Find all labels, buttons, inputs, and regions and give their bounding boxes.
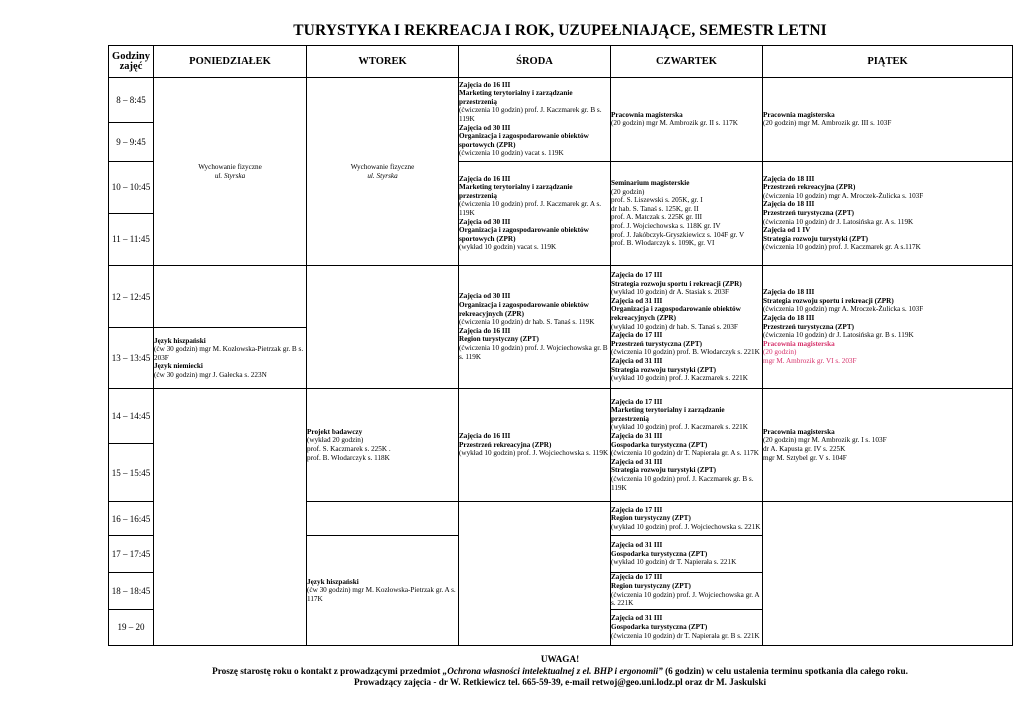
header-thursday: CZWARTEK bbox=[611, 46, 763, 78]
thu-block-f: Zajęcia od 31 III Gospodarka turystyczna (ZPT) (wykład 10 godzin) dr T. Napierała s. 221K bbox=[611, 536, 763, 572]
wed-block-d: Zajęcia do 16 III Przestrzeń rekreacyjna (ZPR) (wykład 10 godzin) prof. J. Wojciechowska s. 119K bbox=[459, 388, 611, 502]
wed-block-a: Zajęcia do 16 III Marketing terytorialny i zarządzanie przestrzenią (ćwiczenia 10 godzin) prof. J. Kaczmarek gr. B s. 119K Zajęcia od 30 III Organizacja i zagospodarowanie obiektów sportowych (ZPR) (ćwiczenia 10 godzin) vacat s. 119K bbox=[459, 78, 611, 161]
header-hours: Godziny zajęć bbox=[109, 46, 154, 78]
header-wednesday: ŚRODA bbox=[459, 46, 611, 78]
time-label: 12 – 12:45 bbox=[109, 266, 154, 328]
time-label: 10 – 10:45 bbox=[109, 161, 154, 213]
thu-block-b: Seminarium magisterskie (20 godzin) prof. S. Liszewski s. 205K, gr. I dr hab. S. Tanaś s. 125K, gr. II prof. A. Matczak s. 225K gr. III prof. J. Wojciechowska s. 118K gr. IV prof. J. Jakóbczyk-Gryszkiewicz s. 104F gr. V prof. B. Włodarczyk s. 109K, gr. VI bbox=[611, 161, 763, 266]
fri-block-d: Pracownia magisterska (20 godzin) mgr M. Ambrozik gr. I s. 103F dr A. Kapusta gr. IV s. 225K mgr M. Sztybel gr. V s. 104F bbox=[763, 388, 1013, 502]
thu-block-e: Zajęcia do 17 III Region turystyczny (ZPT) (wykład 10 godzin) prof. J. Wojciechowska s. 221K bbox=[611, 502, 763, 536]
tue-pe: Wychowanie fizyczne ul. Styrska bbox=[307, 78, 459, 266]
tue-language: Język hiszpański (ćw 30 godzin) mgr M. Kozłowska-Pietrzak gr. A s. 117K bbox=[307, 536, 459, 646]
mon-languages: Język hiszpański (ćw 30 godzin) mgr M. Kozłowska-Pietrzak gr. B s. 203F Język niemiecki (ćw 30 godzin) mgr J. Gałecka s. 223N bbox=[154, 328, 307, 388]
thu-block-a: Pracownia magisterska (20 godzin) mgr M. Ambrozik gr. II s. 117K bbox=[611, 78, 763, 161]
time-label: 14 – 14:45 bbox=[109, 388, 154, 443]
wed-block-b: Zajęcia do 16 III Marketing terytorialny i zarządzanie przestrzenią (ćwiczenia 10 godzin) prof. J. Kaczmarek gr. A s. 119K Zajęcia od 30 III Organizacja i zagospodarowanie obiektów sportowych (ZPR) (wykład 10 godzin) vacat s. 119K bbox=[459, 161, 611, 266]
fri-block-b: Zajęcia do 18 III Przestrzeń rekreacyjna (ZPR) (ćwiczenia 10 godzin) mgr A. Mroczek-Żulicka s. 103F Zajęcia do 18 III Przestrzeń turystyczna (ZPT) (ćwiczenia 10 godzin) dr J. Latosińska gr. A s. 119K Zajęcia od 1 IV Strategia rozwoju turystyki (ZPT) (ćwiczenia 10 godzin) prof. J. Kaczmarek gr. A s.117K bbox=[763, 161, 1013, 266]
header-monday: PONIEDZIAŁEK bbox=[154, 46, 307, 78]
row-1200 bbox=[109, 266, 1013, 328]
row-1400 bbox=[109, 388, 1013, 443]
header-friday: PIĄTEK bbox=[763, 46, 1013, 78]
tue-project: Projekt badawczy (wykład 20 godzin) prof. S. Kaczmarek s. 225K . prof. B. Włodarczyk s. 118K bbox=[307, 388, 459, 502]
footer-warning: UWAGA! bbox=[540, 654, 580, 664]
time-label: 11 – 11:45 bbox=[109, 213, 154, 265]
tue-empty-1600 bbox=[307, 502, 459, 536]
tue-empty bbox=[307, 266, 459, 389]
time-label: 8 – 8:45 bbox=[109, 78, 154, 123]
time-label: 17 – 17:45 bbox=[109, 536, 154, 572]
footer-contact: Prowadzący zajęcia - dr W. Retkiewicz tel. 665-59-39, e-mail retwoj@geo.uni.lodz.pl oraz dr M. Jaskulski bbox=[353, 677, 767, 687]
schedule-table bbox=[108, 45, 1013, 646]
fri-block-c: Zajęcia do 18 III Strategia rozwoju sportu i rekreacji (ZPR) (ćwiczenia 10 godzin) mgr A. Mroczek-Żulicka s. 103F Zajęcia do 18 III Przestrzeń turystyczna (ZPT) (ćwiczenia 10 godzin) dr J. Latosińska gr. B s. 119K Pracownia magisterska (20 godzin) mgr M. Ambrozik gr. VI s. 203F bbox=[763, 266, 1013, 389]
wed-empty-evening bbox=[459, 502, 611, 646]
footer-note bbox=[108, 654, 1012, 689]
thu-block-c: Zajęcia do 17 III Strategia rozwoju sportu i rekreacji (ZPR) (wykład 10 godzin) dr A. Stasiak s. 203F Zajęcia od 31 III Organizacja i zagospodarowanie obiektów rekreacyjnych (ZPR) (wykład 10 godzin) dr hab. S. Tanaś s. 203F Zajęcia do 17 III Przestrzeń turystyczna (ZPT) (ćwiczenia 10 godzin) prof. B. Włodarczyk s. 221K Zajęcia od 31 III Strategia rozwoju turystyki (ZPT) (wykład 10 godzin) prof. J. Kaczmarek s. 221K bbox=[611, 266, 763, 389]
time-label: 16 – 16:45 bbox=[109, 502, 154, 536]
thu-block-g: Zajęcia do 17 III Region turystyczny (ZPT) (ćwiczenia 10 godzin) prof. J. Wojciechowska gr. A s. 221K bbox=[611, 572, 763, 609]
header-row bbox=[109, 46, 1013, 78]
time-label: 13 – 13:45 bbox=[109, 328, 154, 388]
wed-block-c: Zajęcia od 30 III Organizacja i zagospodarowanie obiektów rekreacyjnych (ZPR) (ćwiczenia 10 godzin) dr hab. S. Tanaś s. 119K Zajęcia do 16 III Region turystyczny (ZPT) (ćwiczenia 10 godzin) prof. J. Wojciechowska gr. B s. 119K bbox=[459, 266, 611, 389]
time-label: 9 – 9:45 bbox=[109, 123, 154, 161]
footer-request: Proszę starostę roku o kontakt z prowadzącymi przedmiot „Ochrona własności intelektualnej z el. BHP i ergonomii” (6 godzin) w celu ustalenia terminu spotkania dla całego roku. bbox=[212, 665, 908, 676]
time-label: 19 – 20 bbox=[109, 609, 154, 645]
row-0800 bbox=[109, 78, 1013, 123]
mon-empty-afternoon bbox=[154, 388, 307, 645]
header-tuesday: WTOREK bbox=[307, 46, 459, 78]
fri-block-a: Pracownia magisterska (20 godzin) mgr M. Ambrozik gr. III s. 103F bbox=[763, 78, 1013, 161]
time-label: 18 – 18:45 bbox=[109, 572, 154, 609]
thu-block-d: Zajęcia do 17 III Marketing terytorialny i zarządzanie przestrzenią (wykład 10 godzin) prof. J. Kaczmarek s. 221K Zajęcia do 31 III Gospodarka turystyczna (ZPT) (ćwiczenia 10 godzin) dr T. Napierała gr. A s. 117K Zajęcia od 31 III Strategia rozwoju turystyki (ZPT) (ćwiczenia 10 godzin) prof. J. Kaczmarek gr. B s. 119K bbox=[611, 388, 763, 502]
mon-pe: Wychowanie fizyczne ul. Styrska bbox=[154, 78, 307, 266]
page-title: TURYSTYKA I REKREACJA I ROK, UZUPEŁNIAJĄCE, SEMESTR LETNI bbox=[293, 22, 827, 39]
mon-empty bbox=[154, 266, 307, 328]
time-label: 15 – 15:45 bbox=[109, 443, 154, 501]
thu-block-h: Zajęcia od 31 III Gospodarka turystyczna (ZPT) (ćwiczenia 10 godzin) dr T. Napierała gr. B s. 221K bbox=[611, 609, 763, 645]
fri-empty-evening bbox=[763, 502, 1013, 646]
